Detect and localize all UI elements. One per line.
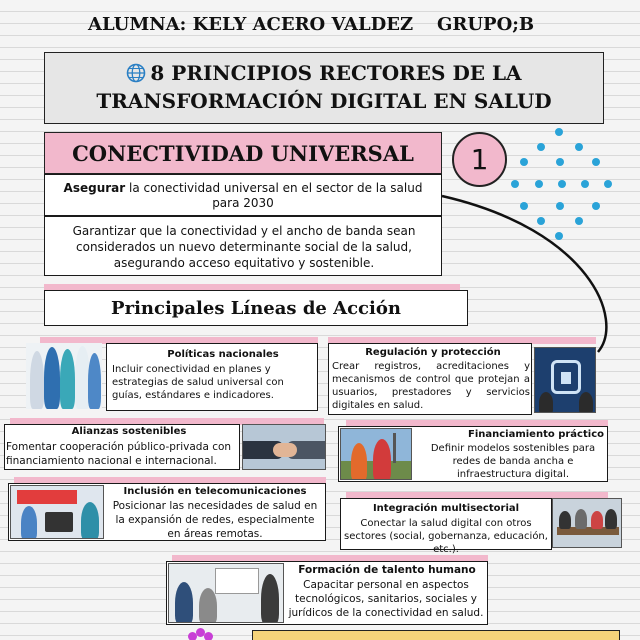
group-label: GRUPO;B bbox=[437, 14, 535, 35]
training-image bbox=[168, 563, 284, 623]
principle-number: 1 bbox=[470, 143, 489, 176]
principle-name: CONECTIVIDAD UNIVERSAL bbox=[72, 141, 414, 166]
card-telecom bbox=[8, 483, 326, 541]
digital-security-image bbox=[534, 347, 596, 413]
action-text-financing: Definir modelos sostenibles para redes de banda ancha e infraestructura digital. bbox=[430, 443, 596, 480]
title-line1: 8 PRINCIPIOS RECTORES DE LA bbox=[150, 61, 522, 85]
globe-icon bbox=[126, 63, 146, 83]
goal-bold: Asegurar bbox=[63, 181, 126, 195]
card-policies bbox=[26, 343, 318, 411]
student-name: ALUMNA: KELY ACERO VALDEZ bbox=[88, 14, 414, 35]
card-alliances bbox=[4, 424, 326, 470]
action-title-financing: Financiamiento práctico bbox=[467, 429, 604, 440]
principle-name-box bbox=[44, 132, 442, 174]
action-title-regulation: Regulación y protección bbox=[365, 347, 501, 358]
principle-number-badge bbox=[452, 132, 507, 187]
action-title-telecom: Inclusión en telecomunicaciones bbox=[123, 486, 307, 497]
title-line2: TRANSFORMACIÓN DIGITAL EN SALUD bbox=[96, 89, 552, 113]
lines-heading: Principales Líneas de Acción bbox=[111, 298, 401, 319]
handshake-image bbox=[242, 424, 326, 470]
card-regulation bbox=[328, 343, 596, 415]
goal-text: la conectividad universal en el sector de la salud para 2030 bbox=[125, 181, 423, 210]
description-box bbox=[44, 216, 442, 276]
action-title-integration: Integración multisectorial bbox=[372, 503, 520, 514]
action-text-integration: Conectar la salud digital con otros sectores (social, gobernanza, educación, etc.). bbox=[344, 518, 548, 555]
action-text-telecom: Posicionar las necesidades de salud en la expansión de redes, especialmente en áreas remotas. bbox=[112, 500, 318, 540]
title-box bbox=[44, 52, 604, 124]
bottom-yellow-bar bbox=[252, 630, 620, 640]
action-title-talent: Formación de talento humano bbox=[298, 564, 476, 576]
principle-description: Garantizar que la conectividad y el ancho de banda sean considerados un nuevo determinante social de la salud, asegurando acceso equitativo y sostenible. bbox=[72, 224, 416, 270]
action-title-policies: Políticas nacionales bbox=[167, 349, 279, 360]
action-title-alliances: Alianzas sostenibles bbox=[71, 426, 187, 437]
goal-box bbox=[44, 174, 442, 216]
action-text-talent: Capacitar personal en aspectos tecnológicos, sanitarios, sociales y jurídicos de la conectividad en salud. bbox=[288, 579, 484, 619]
card-integration bbox=[340, 498, 622, 555]
action-text-alliances: Fomentar cooperación público-privada con financiamiento nacional e internacional. bbox=[6, 441, 232, 467]
meeting-image bbox=[552, 498, 622, 548]
field-workers-image bbox=[340, 428, 412, 480]
lines-heading-box bbox=[44, 290, 468, 326]
flower-decoration bbox=[186, 628, 216, 640]
telemedicine-image bbox=[10, 485, 104, 539]
action-text-regulation: Crear registros, acreditaciones y mecanismos de control que protejan a usuarios, prestadores y servicios digitales en salud. bbox=[332, 361, 530, 411]
doctors-team-image bbox=[26, 343, 102, 409]
card-financing bbox=[338, 426, 608, 482]
card-talent bbox=[166, 561, 488, 625]
action-text-policies: Incluir conectividad en planes y estrategias de salud universal con guías, estándares e indicadores. bbox=[112, 364, 284, 401]
